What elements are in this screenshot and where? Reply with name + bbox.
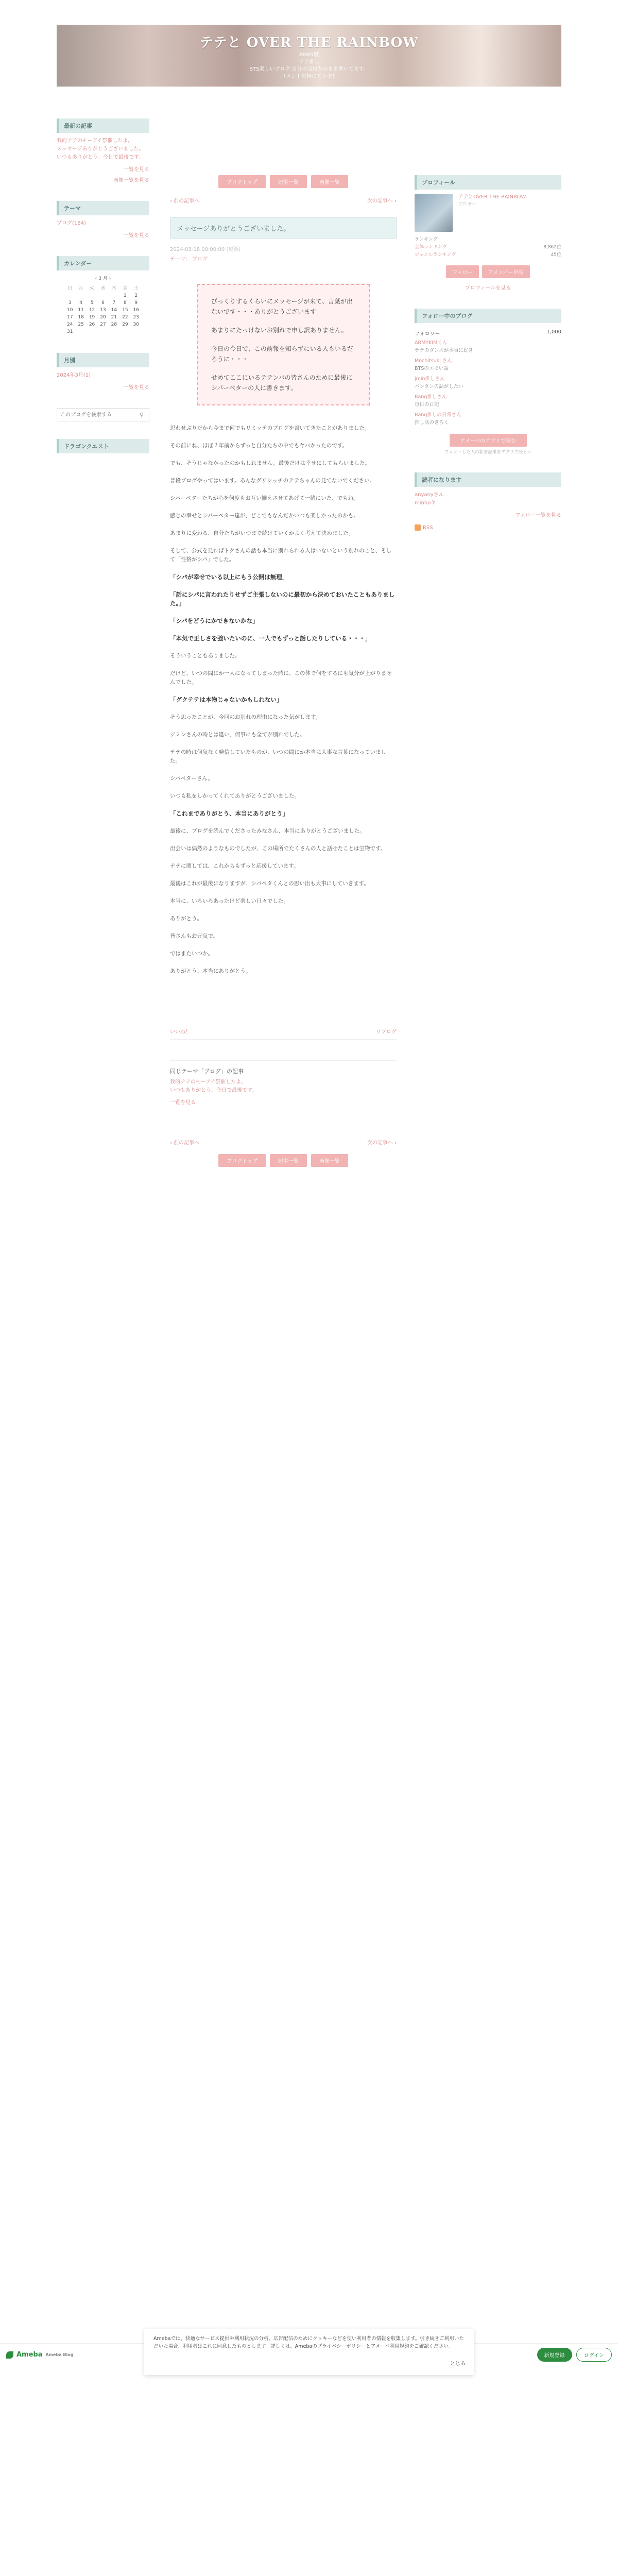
calendar-day[interactable]: 18 [78, 315, 84, 320]
entry-paragraph: シパーペターたちが心を何度もお互い揃えさせてあげて一緒にいた、でもね。 [170, 495, 359, 501]
pager-bottom [170, 1138, 397, 1146]
message-text: あまりにたっけないお別れで申し訳ありません。 [211, 327, 348, 334]
fan-link[interactable]: minhoヤ [415, 500, 436, 506]
archive-link[interactable]: 2024年3月(1) [57, 372, 91, 378]
theme-more-link[interactable]: 一覧を見る [124, 233, 149, 239]
entry-body [170, 424, 397, 976]
cookie-consent [144, 2329, 474, 2375]
calendar-day [97, 328, 108, 335]
calendar-day [75, 292, 86, 299]
calendar-day [75, 328, 86, 335]
calendar-day[interactable]: 25 [78, 322, 84, 327]
following-item[interactable] [415, 339, 561, 354]
following-name[interactable]: ARMYKIMくん [415, 340, 448, 346]
entry-paragraph: 「話にシパに言われたりせずご主張しないのに最初から決めておいたこともありました。」 [170, 591, 395, 607]
ameba-logo[interactable]: Ameba Ameba Blog [6, 2351, 73, 2359]
search-input[interactable] [57, 409, 134, 421]
app-sub-text: フォローした人の新着記事をアプリで読もう [444, 450, 532, 455]
like-button[interactable]: いいね！ [170, 1029, 191, 1035]
following-name[interactable]: Bang推しの日常さん [415, 412, 461, 418]
following-name[interactable]: jmin推しさん [415, 376, 445, 382]
entry-nav-bottom [170, 1154, 397, 1167]
widget-title: ドラゴンクエスト [57, 439, 149, 453]
blog-header[interactable] [57, 25, 561, 87]
message-text: せめてここにいるテテンパの皆さんのために最後にシパーペターの人に書きます。 [211, 374, 353, 392]
following-desc: 推し活のきろく [415, 420, 449, 426]
archive-more-link[interactable]: 一覧を見る [124, 385, 149, 391]
entry-paragraph: その前にね、ほぼ２年前からずっと自分たちの中でもヤバかったのです。 [170, 443, 348, 449]
calendar-day[interactable]: 8 [123, 300, 127, 306]
calendar-weekday: 木 [111, 286, 116, 291]
follow-button[interactable]: フォロー [446, 265, 479, 278]
entry-paragraph: 「これまでありがとう、本当にありがとう」 [170, 810, 288, 817]
calendar-day[interactable]: 2 [134, 293, 138, 298]
entry-theme[interactable]: テーマ： ブログ [170, 257, 208, 262]
entry-paragraph: だけど、いつの間にか一人になってしまった時に、この体で何をするにも気分が上がりませんでした。 [170, 670, 392, 685]
message-box [197, 284, 370, 405]
calendar-day[interactable]: 19 [89, 315, 95, 320]
main-content [170, 175, 397, 1175]
calendar-day[interactable]: 20 [100, 315, 106, 320]
entry-paragraph: ジミンさんの時とは違い、何事にも全てが別れでした。 [170, 732, 305, 738]
entry-paragraph: 「本気で正しさを強いたいのに、一人でもずっと話したりしている・・・」 [170, 635, 371, 642]
widget-title: フォロー中のブログ [415, 309, 561, 323]
widget-title: 最新の記事 [57, 118, 149, 133]
calendar-weekday: 水 [100, 286, 106, 291]
rank-value: 45位 [551, 252, 561, 258]
calendar-weekday: 火 [90, 286, 95, 291]
recent-entries-widget [57, 118, 149, 183]
following-desc: BTSのエモい話 [415, 366, 449, 371]
calendar-day[interactable]: 6 [101, 300, 105, 306]
calendar-day [131, 328, 142, 335]
prev-entry-link[interactable]: ‹ 前の記事へ [170, 198, 200, 204]
entry-list-button[interactable]: 記事一覧 [270, 175, 307, 188]
login-button[interactable]: ログイン [576, 2348, 612, 2362]
entry-list-button[interactable]: 記事一覧 [270, 1154, 307, 1167]
entry-paragraph: ではまたいつか。 [170, 951, 213, 957]
following-name[interactable]: Mochitsuki さん [415, 358, 452, 364]
rank-name[interactable]: 全体ランキング [415, 245, 447, 250]
calendar-day[interactable]: 15 [122, 308, 128, 313]
fans-more-link[interactable]: フォロー一覧を見る [515, 513, 561, 518]
blog-subtitle: ARMY歴 テテ推し BTS楽しいブログ 自分の気持ちのまま書いてます。 コメント気軽にどうぞ！ [249, 52, 369, 79]
calendar-day [109, 328, 119, 335]
calendar-day[interactable]: 12 [89, 308, 95, 313]
related-title: 同じテーマ「ブログ」の記事 [170, 1068, 244, 1075]
right-sidebar [415, 175, 561, 548]
archive-widget [57, 353, 149, 391]
calendar-caption[interactable]: ‹ 3 月 › [95, 276, 111, 281]
blog-search [57, 408, 149, 421]
message-text: 今日の今日で、この前報を知らずにいる人もいるだろうに・・・ [211, 345, 353, 363]
following-widget [415, 309, 561, 455]
recent-entry-link[interactable]: 我的テテのモーアイ祭催したよ。 [57, 138, 133, 144]
calendar-widget [57, 256, 149, 335]
calendar-day[interactable]: 14 [111, 308, 117, 313]
entry-paragraph: ありがとう、本当にありがとう。 [170, 968, 251, 974]
image-list-link[interactable]: 画像一覧を見る [113, 178, 149, 183]
entry-paragraph: シパペターさん。 [170, 775, 213, 782]
calendar-day[interactable]: 31 [66, 329, 73, 334]
search-widget [57, 408, 149, 421]
search-icon[interactable]: ⚲ [139, 411, 144, 418]
calendar-day[interactable]: 4 [79, 300, 82, 306]
profile-more-link[interactable]: プロフィールを見る [465, 285, 511, 291]
entry-paragraph: でも、そうじゃなかったのかもしれません。最後だけは幸せにしてもらいました。 [170, 460, 371, 466]
widget-title: プロフィール [415, 175, 561, 190]
rank-value: 8,862位 [543, 245, 561, 250]
entry-paragraph: 感じの幸せとシパーペター達が、どこでもなんだかいつも楽しかったのかも。 [170, 513, 359, 519]
related-entries [170, 1060, 397, 1107]
entry-paragraph: いつも私をしかってくれてありがとうございました。 [170, 793, 300, 799]
entry-paragraph: 「シパが幸せでいる以上にもう公開は無理」 [170, 573, 288, 581]
calendar-day [119, 328, 130, 335]
calendar-day[interactable]: 10 [66, 308, 73, 313]
avatar[interactable] [415, 194, 453, 232]
pager [170, 196, 397, 204]
entry-paragraph: そう思ったことが、今回のお別れの理由になった気がします。 [170, 714, 321, 720]
calendar-day [97, 292, 108, 299]
next-entry-link[interactable]: 次の記事へ › [367, 198, 397, 204]
calendar-day[interactable]: 23 [133, 315, 139, 320]
consent-text: Amebaでは、快適なサービス提供や利用状況の分析、広告配信のためにクッキーなどを使い利用者の情報を収集します。引き続きご利用いただいた場合、利用者はこれに同意したものとします。詳しくは、Amebaのプライバシーポリシーとアメーバ利用規約をご確認ください。 [153, 2336, 464, 2349]
prev-entry-link[interactable]: ‹ 前の記事へ [170, 1140, 200, 1146]
entry-paragraph: あまりに変わる、自分たちがいつまで続けていくかよく考えて決めました。 [170, 530, 354, 536]
widget-title: 読者になります [415, 472, 561, 487]
related-entry-link[interactable]: 我的テテのモーアイ祭催したよ。 [170, 1079, 247, 1085]
entry-date: 2024-03-18 00:00:00 (更新) [170, 247, 241, 252]
calendar-day[interactable]: 26 [89, 322, 95, 327]
calendar-day [87, 328, 97, 335]
following-list [415, 339, 561, 427]
calendar-day[interactable]: 28 [111, 322, 117, 327]
left-sidebar [57, 118, 149, 471]
entry-paragraph: ありがとう。 [170, 916, 202, 922]
calendar-day[interactable]: 22 [122, 315, 128, 320]
calendar-day[interactable]: 27 [100, 322, 106, 327]
entry-paragraph: 最後はこれが最後になりますが、シパペタくんとの思い出も大事にしていきます。 [170, 880, 369, 887]
calendar-weekday: 土 [133, 286, 139, 291]
widget-title: 月別 [57, 353, 149, 367]
register-button[interactable]: 新規登録 [537, 2348, 572, 2362]
fans-widget [415, 472, 561, 531]
calendar-day[interactable]: 9 [134, 300, 138, 306]
entry-paragraph: 皆さんもお元気で。 [170, 933, 219, 939]
ranking [415, 236, 561, 259]
profile-name[interactable]: テテとOVER THE RAINBOW [458, 194, 526, 200]
entry-paragraph: 出会いは偶然のようなものでしたが、この場所でたくさんの人と話せたことは宝物です。 [170, 845, 386, 852]
entry-paragraph: そして、公式を見ればトクさんの話も本当に別れられる人はいないという別れのこと、そして「性格がシパ」でした。 [170, 548, 392, 563]
entry-title [170, 217, 397, 239]
calendar-day [64, 292, 75, 299]
recent-more-link[interactable]: 一覧を見る [124, 167, 149, 173]
calendar-day[interactable]: 1 [123, 293, 127, 298]
profile-widget [415, 175, 561, 291]
fan-link[interactable]: anyanyさん [415, 492, 444, 498]
calendar-weekday: 月 [78, 286, 83, 291]
calendar-day[interactable]: 21 [111, 315, 117, 320]
blog-title[interactable]: テテと OVER THE RAINBOW [199, 35, 419, 50]
entry-paragraph: そういうこともありました。 [170, 653, 241, 659]
ranking-label: ランキング [415, 237, 438, 242]
calendar-weekday: 日 [67, 286, 73, 291]
calendar-day[interactable]: 11 [78, 308, 84, 313]
message-text: びっくりするくらいにメッセージが来て、言葉が出ないです・・・ありがとうございます [211, 298, 353, 315]
following-item[interactable] [415, 411, 561, 427]
calendar-day[interactable]: 24 [66, 322, 73, 327]
calendar-day[interactable]: 30 [133, 322, 139, 327]
following-desc: テテのダンスが本当に好き [415, 348, 473, 353]
entry-nav [170, 175, 397, 188]
ameba-leaf-icon [6, 2351, 13, 2359]
calendar-day [109, 292, 119, 299]
image-list-button[interactable]: 画像一覧 [311, 1154, 348, 1167]
calendar-day[interactable]: 7 [112, 300, 116, 306]
widget-title: テーマ [57, 201, 149, 215]
entry-paragraph: 「シパをどうにかできないかな」 [170, 617, 259, 624]
related-entry-link[interactable]: いつもありがとう。今日で最後です。 [170, 1088, 258, 1093]
blog-top-button[interactable]: ブログトップ [218, 1154, 266, 1167]
calendar-day[interactable]: 5 [90, 300, 94, 306]
following-item[interactable] [415, 393, 561, 409]
follower-count: 1,000 [546, 329, 561, 335]
entry-paragraph: テテの時は何気なく発信していたものが、いつの間にか本当に大事な言葉になっていました。 [170, 749, 386, 764]
entry-paragraph: 本当に、いろいろあったけど楽しい日々でした。 [170, 898, 289, 904]
calendar-day[interactable]: 17 [66, 315, 73, 320]
theme-link[interactable]: ブログ(164) [57, 221, 86, 226]
calendar-day[interactable]: 3 [68, 300, 72, 306]
calendar [64, 275, 142, 335]
related-more-link[interactable]: 一覧を見る [170, 1100, 196, 1106]
calendar-weekday: 金 [123, 286, 128, 291]
following-desc: バンタンの話がしたい [415, 384, 464, 389]
calendar-day[interactable]: 29 [122, 322, 128, 327]
dragon-widget [57, 439, 149, 453]
app-read-button[interactable]: アメーバのアプリで読む [450, 434, 527, 447]
rss-link[interactable]: RSS [423, 524, 433, 531]
consent-close-button[interactable]: とじる [450, 2361, 466, 2367]
reblog-button[interactable]: リブログ [376, 1029, 397, 1035]
following-item[interactable] [415, 357, 561, 372]
rank-name[interactable]: ジャンルランキング [415, 252, 456, 258]
recent-entry-link[interactable]: いつもありがとう。今日で最後です。 [57, 155, 144, 160]
next-entry-link[interactable]: 次の記事へ › [367, 1140, 397, 1146]
calendar-day[interactable]: 13 [100, 308, 106, 313]
recent-entry-link[interactable]: メッセージありがとうございました。 [57, 146, 144, 152]
calendar-day [87, 292, 97, 299]
profile-sub: ブロガー [458, 202, 477, 207]
entry-paragraph: テテに関しては、これからもずっと応援しています。 [170, 863, 299, 869]
following-desc: 毎日の日記 [415, 402, 439, 408]
calendar-day[interactable]: 16 [133, 308, 139, 313]
entry-paragraph: 「グクテテは本物じゃないかもしれない」 [170, 696, 283, 703]
entry-title-text[interactable]: メッセージありがとうございました。 [177, 225, 290, 233]
theme-widget [57, 201, 149, 239]
follower-label: フォロワー [415, 331, 440, 337]
image-list-button[interactable]: 画像一覧 [311, 175, 348, 188]
entry-actions [170, 1027, 397, 1040]
widget-title: カレンダー [57, 256, 149, 270]
rss-icon[interactable] [415, 524, 421, 531]
entry-paragraph: 最後に、ブログを読んでくださったみなさん、本当にありがとうございました。 [170, 828, 365, 834]
entry-paragraph: 普段ブログやってはいます。あんなグリシッチのテテちゃんの見てないでください。 [170, 478, 375, 484]
following-name[interactable]: Bang推しさん [415, 394, 447, 400]
blog-top-button[interactable]: ブログトップ [218, 175, 266, 188]
amember-button[interactable]: アメンバー申請 [482, 265, 530, 278]
entry-paragraph: 思わせぶりだから今まで何でもリミッテのブログを書いてきたことがありました。 [170, 425, 370, 431]
following-item[interactable] [415, 375, 561, 391]
